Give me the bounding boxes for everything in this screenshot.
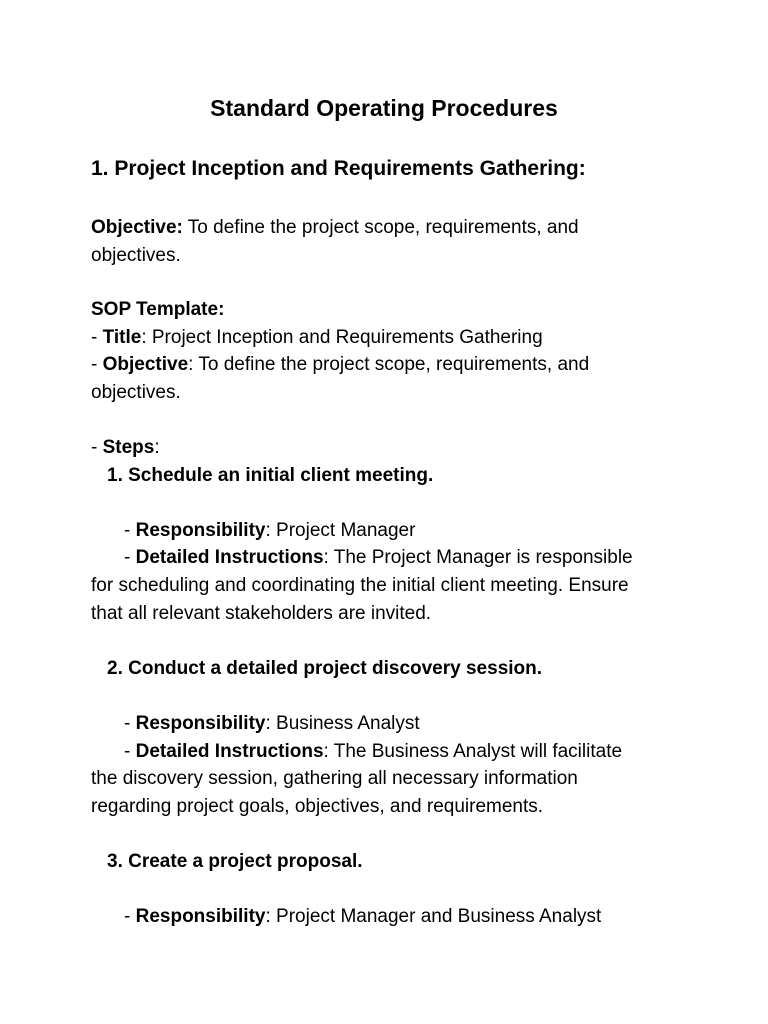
- bullet-dash: -: [124, 712, 136, 734]
- bullet-dash: -: [124, 906, 136, 928]
- sop-title-label: Title: [102, 326, 142, 348]
- step-responsibility: [91, 903, 691, 931]
- responsibility-label: Responsibility: [135, 906, 266, 928]
- sop-objective-line: [91, 351, 691, 379]
- instructions-label: Detailed Instructions: [135, 547, 324, 569]
- step-instructions: [91, 738, 691, 766]
- bullet-dash: -: [91, 436, 103, 458]
- section-heading: 1. Project Inception and Requirements Gathering:: [91, 157, 586, 180]
- steps-suffix: :: [154, 436, 160, 458]
- responsibility-value: : Business Analyst: [265, 712, 420, 734]
- document-title: Standard Operating Procedures: [210, 95, 558, 121]
- step-instructions: [91, 544, 691, 572]
- instructions-line3: regarding project goals, objectives, and requirements.: [91, 795, 544, 817]
- sop-objective-value-line1: : To define the project scope, requirements, and: [188, 354, 590, 376]
- step-heading: 1. Schedule an initial client meeting.: [107, 464, 434, 486]
- sop-title-value: : Project Inception and Requirements Gathering: [141, 326, 543, 348]
- bullet-dash: -: [124, 740, 136, 762]
- steps-line: [91, 434, 691, 462]
- objective-text-line1: To define the project scope, requirements, and: [182, 217, 579, 238]
- instructions-line2: for scheduling and coordinating the initial client meeting. Ensure: [91, 574, 629, 596]
- step-heading: 3. Create a project proposal.: [107, 850, 363, 872]
- responsibility-label: Responsibility: [135, 519, 266, 541]
- step-responsibility: [91, 710, 691, 738]
- instructions-line3: that all relevant stakeholders are invited.: [91, 602, 432, 624]
- responsibility-value: : Project Manager: [265, 519, 416, 541]
- sop-objective-value-line2: objectives.: [91, 381, 181, 403]
- steps-label: Steps: [102, 436, 155, 458]
- objective-label: Objective:: [91, 217, 183, 238]
- sop-objective-label: Objective: [102, 354, 189, 376]
- instructions-line1: : The Business Analyst will facilitate: [323, 740, 623, 762]
- step-heading: 2. Conduct a detailed project discovery session.: [107, 657, 543, 679]
- sop-template-block: [91, 296, 691, 931]
- step-responsibility: [91, 517, 691, 545]
- instructions-line1: : The Project Manager is responsible: [323, 547, 633, 569]
- objective-paragraph: [91, 214, 691, 269]
- bullet-dash: -: [91, 326, 103, 348]
- objective-text-line2: objectives.: [91, 244, 181, 266]
- sop-title-line: [91, 324, 691, 352]
- bullet-dash: -: [91, 354, 103, 376]
- responsibility-label: Responsibility: [135, 712, 266, 734]
- instructions-line2: the discovery session, gathering all necessary information: [91, 768, 578, 790]
- instructions-label: Detailed Instructions: [135, 740, 324, 762]
- bullet-dash: -: [124, 547, 136, 569]
- sop-template-heading: SOP Template:: [91, 299, 225, 320]
- responsibility-value: : Project Manager and Business Analyst: [265, 906, 602, 928]
- bullet-dash: -: [124, 519, 136, 541]
